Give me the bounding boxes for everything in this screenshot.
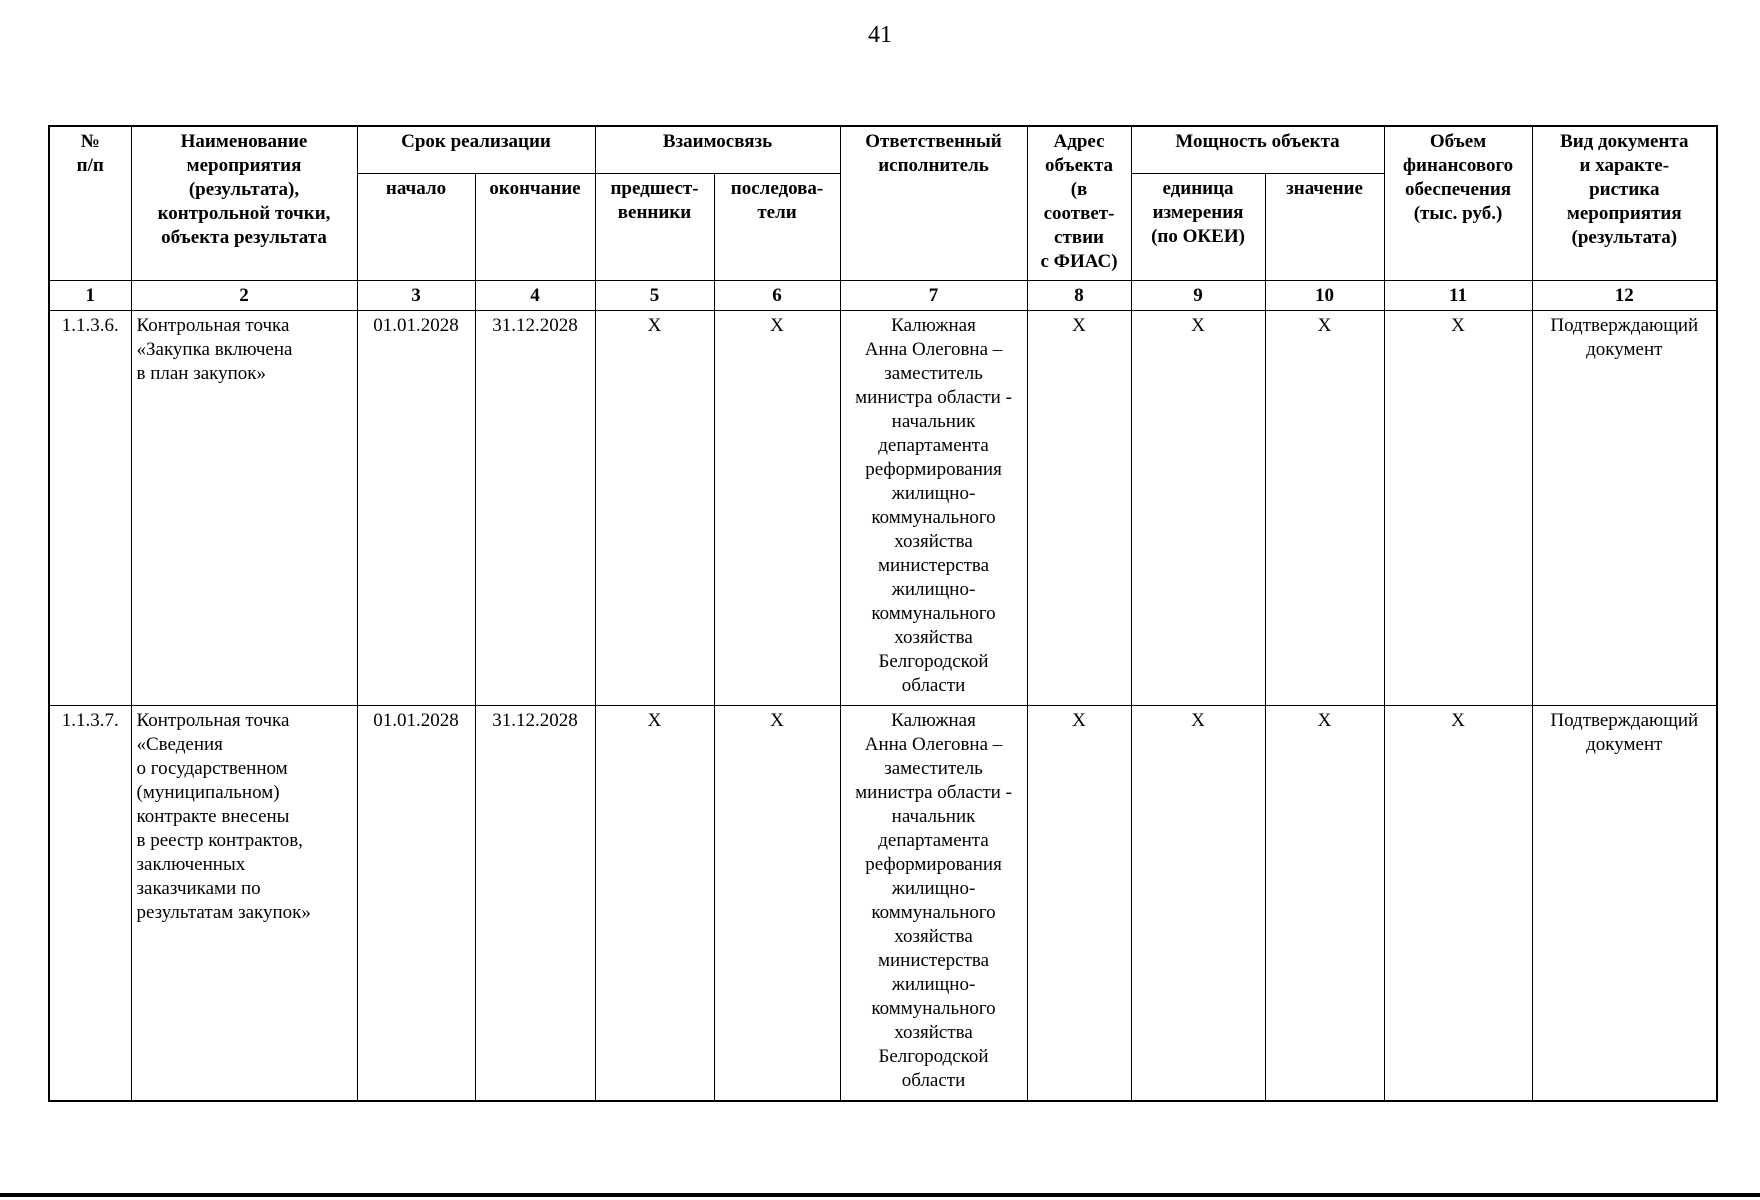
row-start-date: 01.01.2028 [357, 706, 475, 1102]
row-funding: X [1384, 706, 1532, 1102]
header-successors: последова- тели [714, 174, 840, 281]
header-capacity-value: значение [1265, 174, 1384, 281]
row-doc-type: Подтверждающий документ [1532, 706, 1717, 1102]
header-relation: Взаимосвязь [595, 126, 840, 174]
row-doc-type: Подтверждающий документ [1532, 311, 1717, 706]
row-responsible: Калюжная Анна Олеговна – заместитель министра области - начальник департамента реформирования жилищно- коммунального хозяйства министерства жилищно- коммунального хозяйства Белгородской области [840, 311, 1027, 706]
column-number: 12 [1532, 281, 1717, 311]
column-number: 6 [714, 281, 840, 311]
row-funding: X [1384, 311, 1532, 706]
row-start-date: 01.01.2028 [357, 311, 475, 706]
row-capacity-value: X [1265, 706, 1384, 1102]
page-number: 41 [868, 22, 892, 48]
column-number: 2 [131, 281, 357, 311]
column-number: 8 [1027, 281, 1131, 311]
header-doc-type: Вид документа и характе- ристика мероприятия (результата) [1532, 126, 1717, 281]
header-name: Наименование мероприятия (результата), контрольной точки, объекта результата [131, 126, 357, 281]
header-capacity: Мощность объекта [1131, 126, 1384, 174]
bottom-rule [0, 1193, 1760, 1197]
row-successors: X [714, 706, 840, 1102]
header-period-end: окончание [475, 174, 595, 281]
column-number: 1 [49, 281, 131, 311]
row-address: X [1027, 706, 1131, 1102]
header-funding: Объем финансового обеспечения (тыс. руб.) [1384, 126, 1532, 281]
implementation-plan-table [48, 125, 1718, 1102]
column-number: 4 [475, 281, 595, 311]
header-predecessors: предшест- венники [595, 174, 714, 281]
header-row-top [49, 126, 1717, 174]
row-num: 1.1.3.6. [49, 311, 131, 706]
row-responsible: Калюжная Анна Олеговна – заместитель министра области - начальник департамента реформирования жилищно- коммунального хозяйства министерства жилищно- коммунального хозяйства Белгородской области [840, 706, 1027, 1102]
header-responsible: Ответственный исполнитель [840, 126, 1027, 281]
row-name: Контрольная точка «Закупка включена в план закупок» [131, 311, 357, 706]
row-address: X [1027, 311, 1131, 706]
row-successors: X [714, 311, 840, 706]
column-number: 11 [1384, 281, 1532, 311]
row-capacity-unit: X [1131, 706, 1265, 1102]
header-address: Адрес объекта (в соответ- ствии с ФИАС) [1027, 126, 1131, 281]
row-end-date: 31.12.2028 [475, 706, 595, 1102]
row-predecessors: X [595, 706, 714, 1102]
column-number: 10 [1265, 281, 1384, 311]
header-num: № п/п [49, 126, 131, 281]
row-capacity-value: X [1265, 311, 1384, 706]
header-period: Срок реализации [357, 126, 595, 174]
column-number: 3 [357, 281, 475, 311]
column-number: 7 [840, 281, 1027, 311]
row-num: 1.1.3.7. [49, 706, 131, 1102]
table-row [49, 706, 1717, 1102]
row-name: Контрольная точка «Сведения о государственном (муниципальном) контракте внесены в реестр контрактов, заключенных заказчиками по результатам закупок» [131, 706, 357, 1102]
column-number: 9 [1131, 281, 1265, 311]
header-capacity-unit: единица измерения (по ОКЕИ) [1131, 174, 1265, 281]
column-number-row [49, 281, 1717, 311]
row-end-date: 31.12.2028 [475, 311, 595, 706]
row-predecessors: X [595, 311, 714, 706]
column-number: 5 [595, 281, 714, 311]
header-period-start: начало [357, 174, 475, 281]
table-row [49, 311, 1717, 706]
row-capacity-unit: X [1131, 311, 1265, 706]
